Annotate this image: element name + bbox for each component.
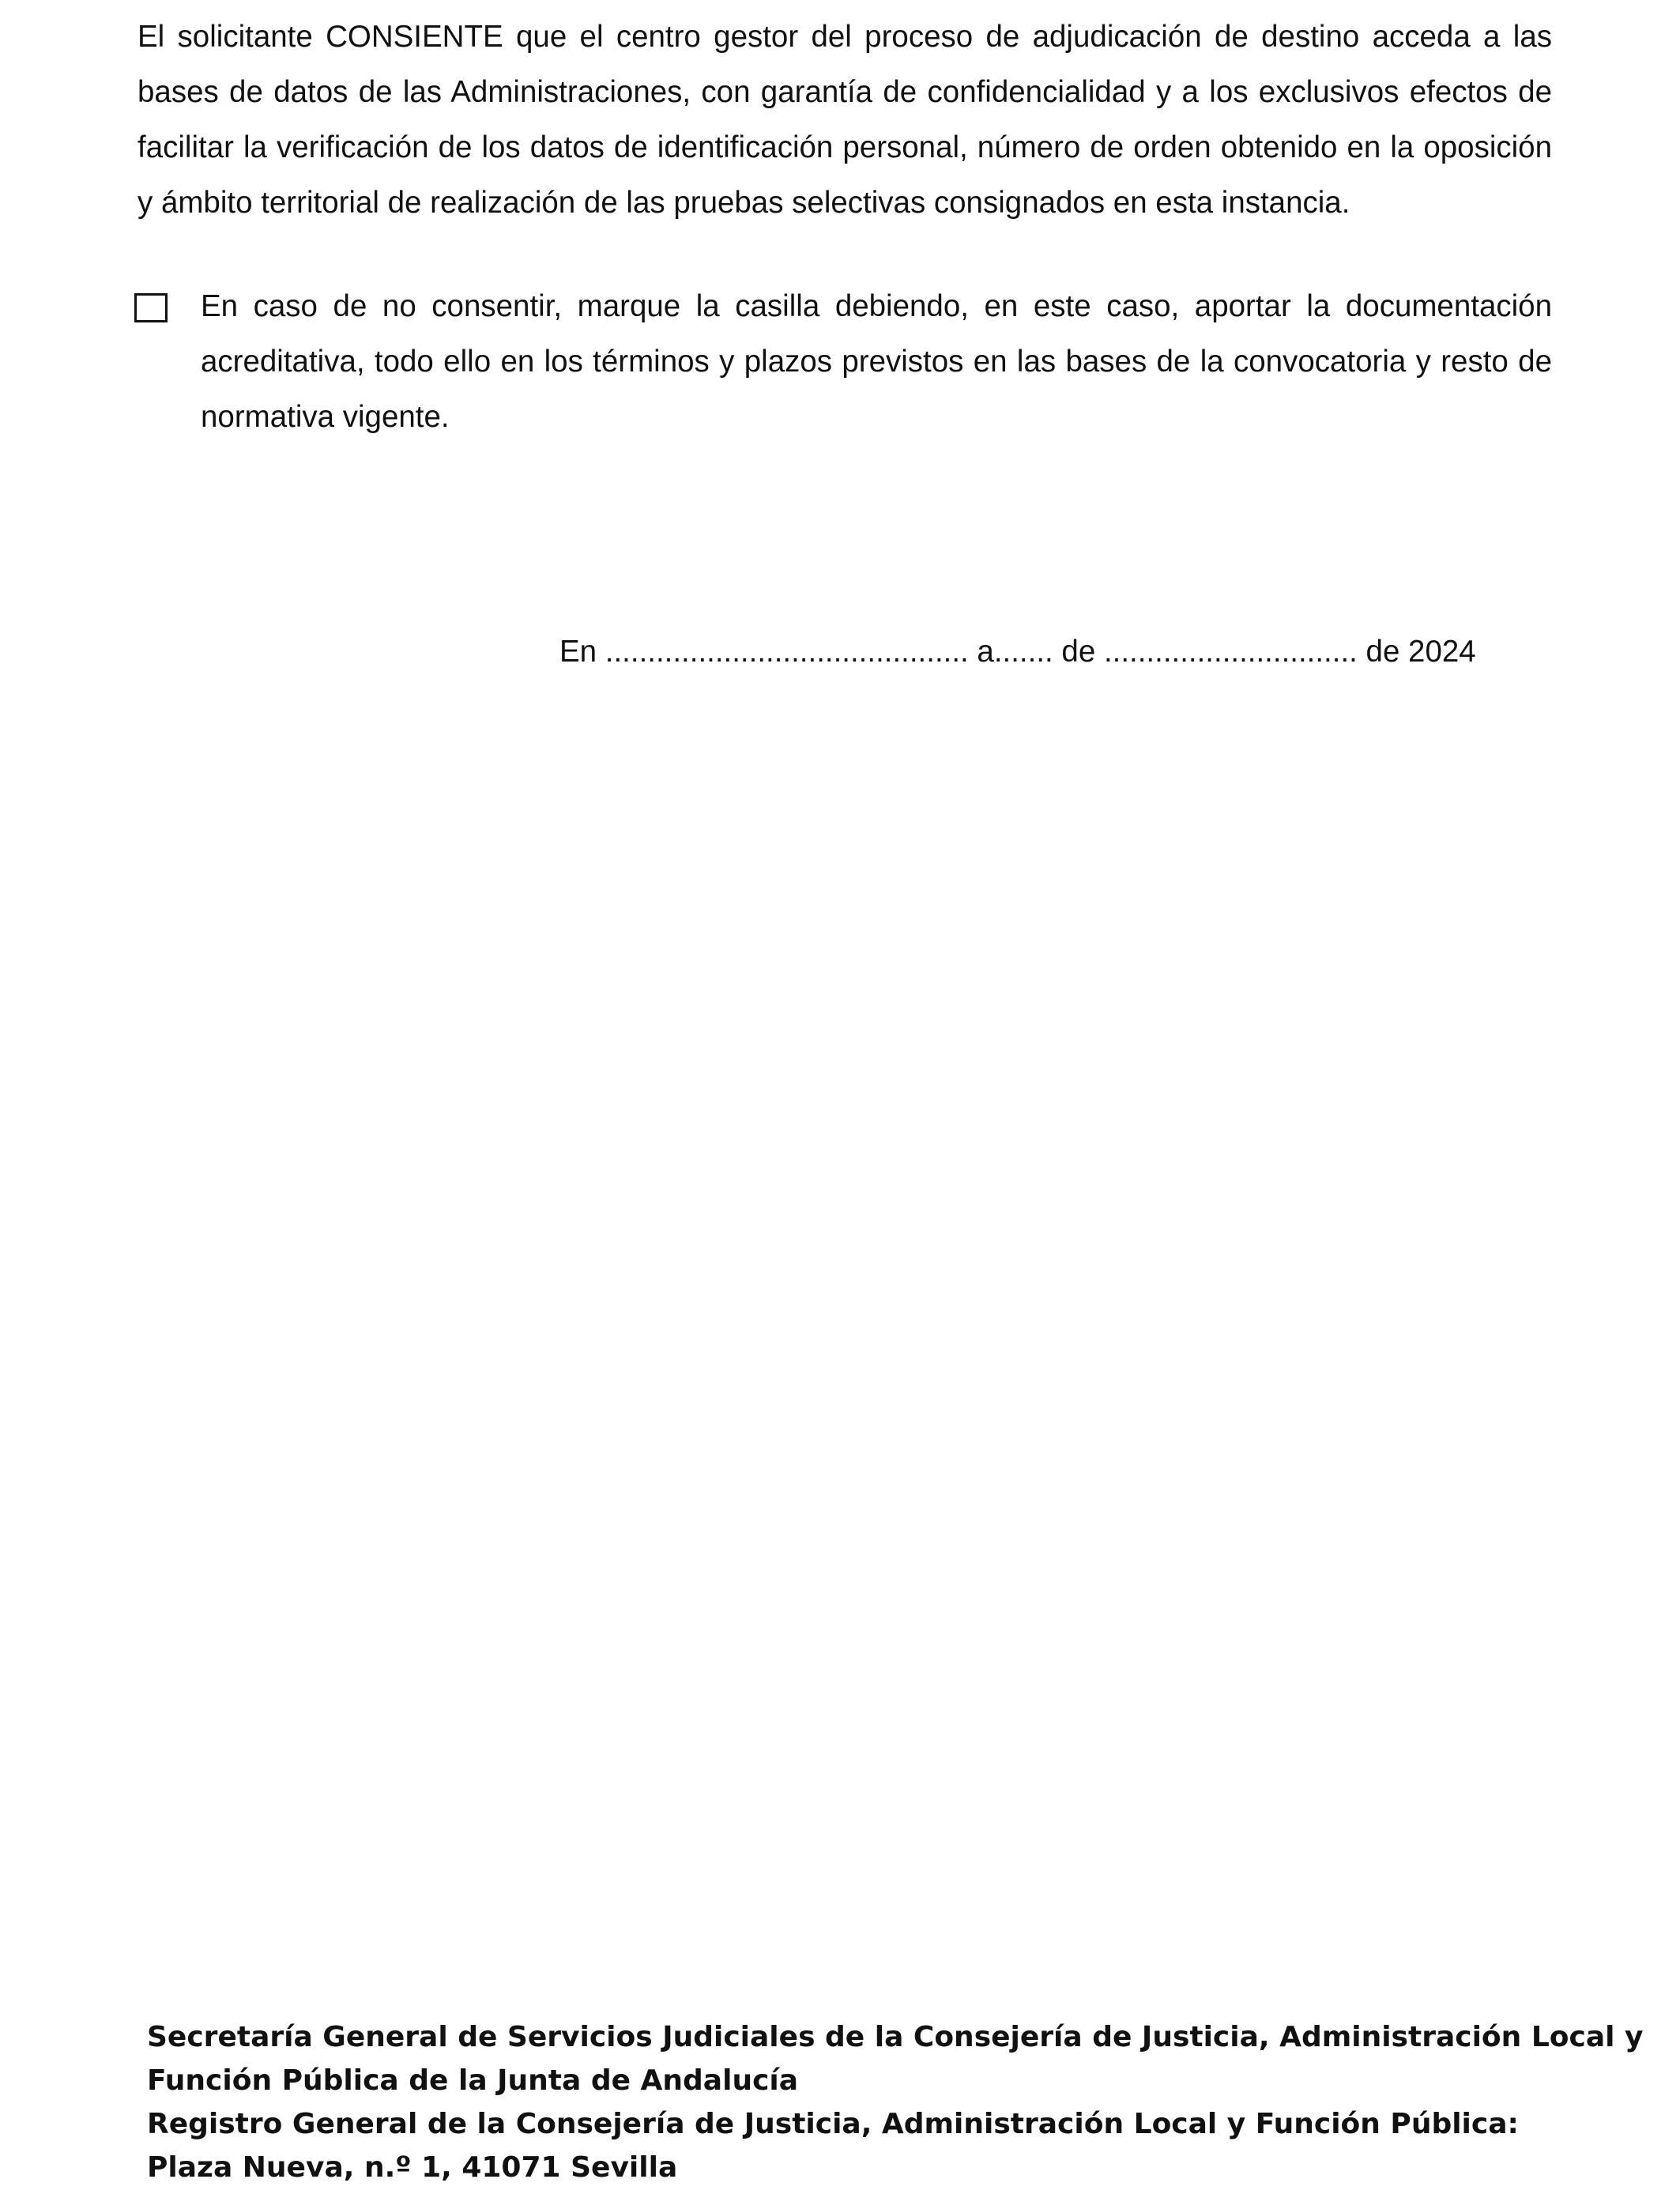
footer-line-1: Secretaría General de Servicios Judiciales de la Consejería de Justicia, Administración Local y (147, 2021, 1644, 2053)
place-date-line: En ........................................... a....... de .............................. de 2024 (559, 635, 1476, 669)
opt-out-label: En caso de no consentir, marque la casilla debiendo, en este caso, aportar la documentación acreditativa, todo ello en los términos y plazos previstos en las bases de la convocatoria y resto de normativa vigente. (201, 289, 1552, 434)
consent-paragraph: El solicitante CONSIENTE que el centro gestor del proceso de adjudicación de destino acceda a las bases de datos de las Administraciones, con garantía de confidencialidad y a los exclusivos efectos de facilitar la verificación de los datos de identificación personal, número de orden obtenido en la oposición y ámbito territorial de realización de las pruebas selectivas consignados en esta instancia. (137, 20, 1552, 220)
footer-line-3: Registro General de la Consejería de Justicia, Administración Local y Función Pública: (147, 2108, 1519, 2140)
opt-out-checkbox[interactable] (134, 293, 168, 322)
footer-address (147, 2015, 1644, 2189)
footer-line-2: Función Pública de la Junta de Andalucía (147, 2064, 799, 2097)
footer-line-4: Plaza Nueva, n.º 1, 41071 Sevilla (147, 2151, 678, 2184)
